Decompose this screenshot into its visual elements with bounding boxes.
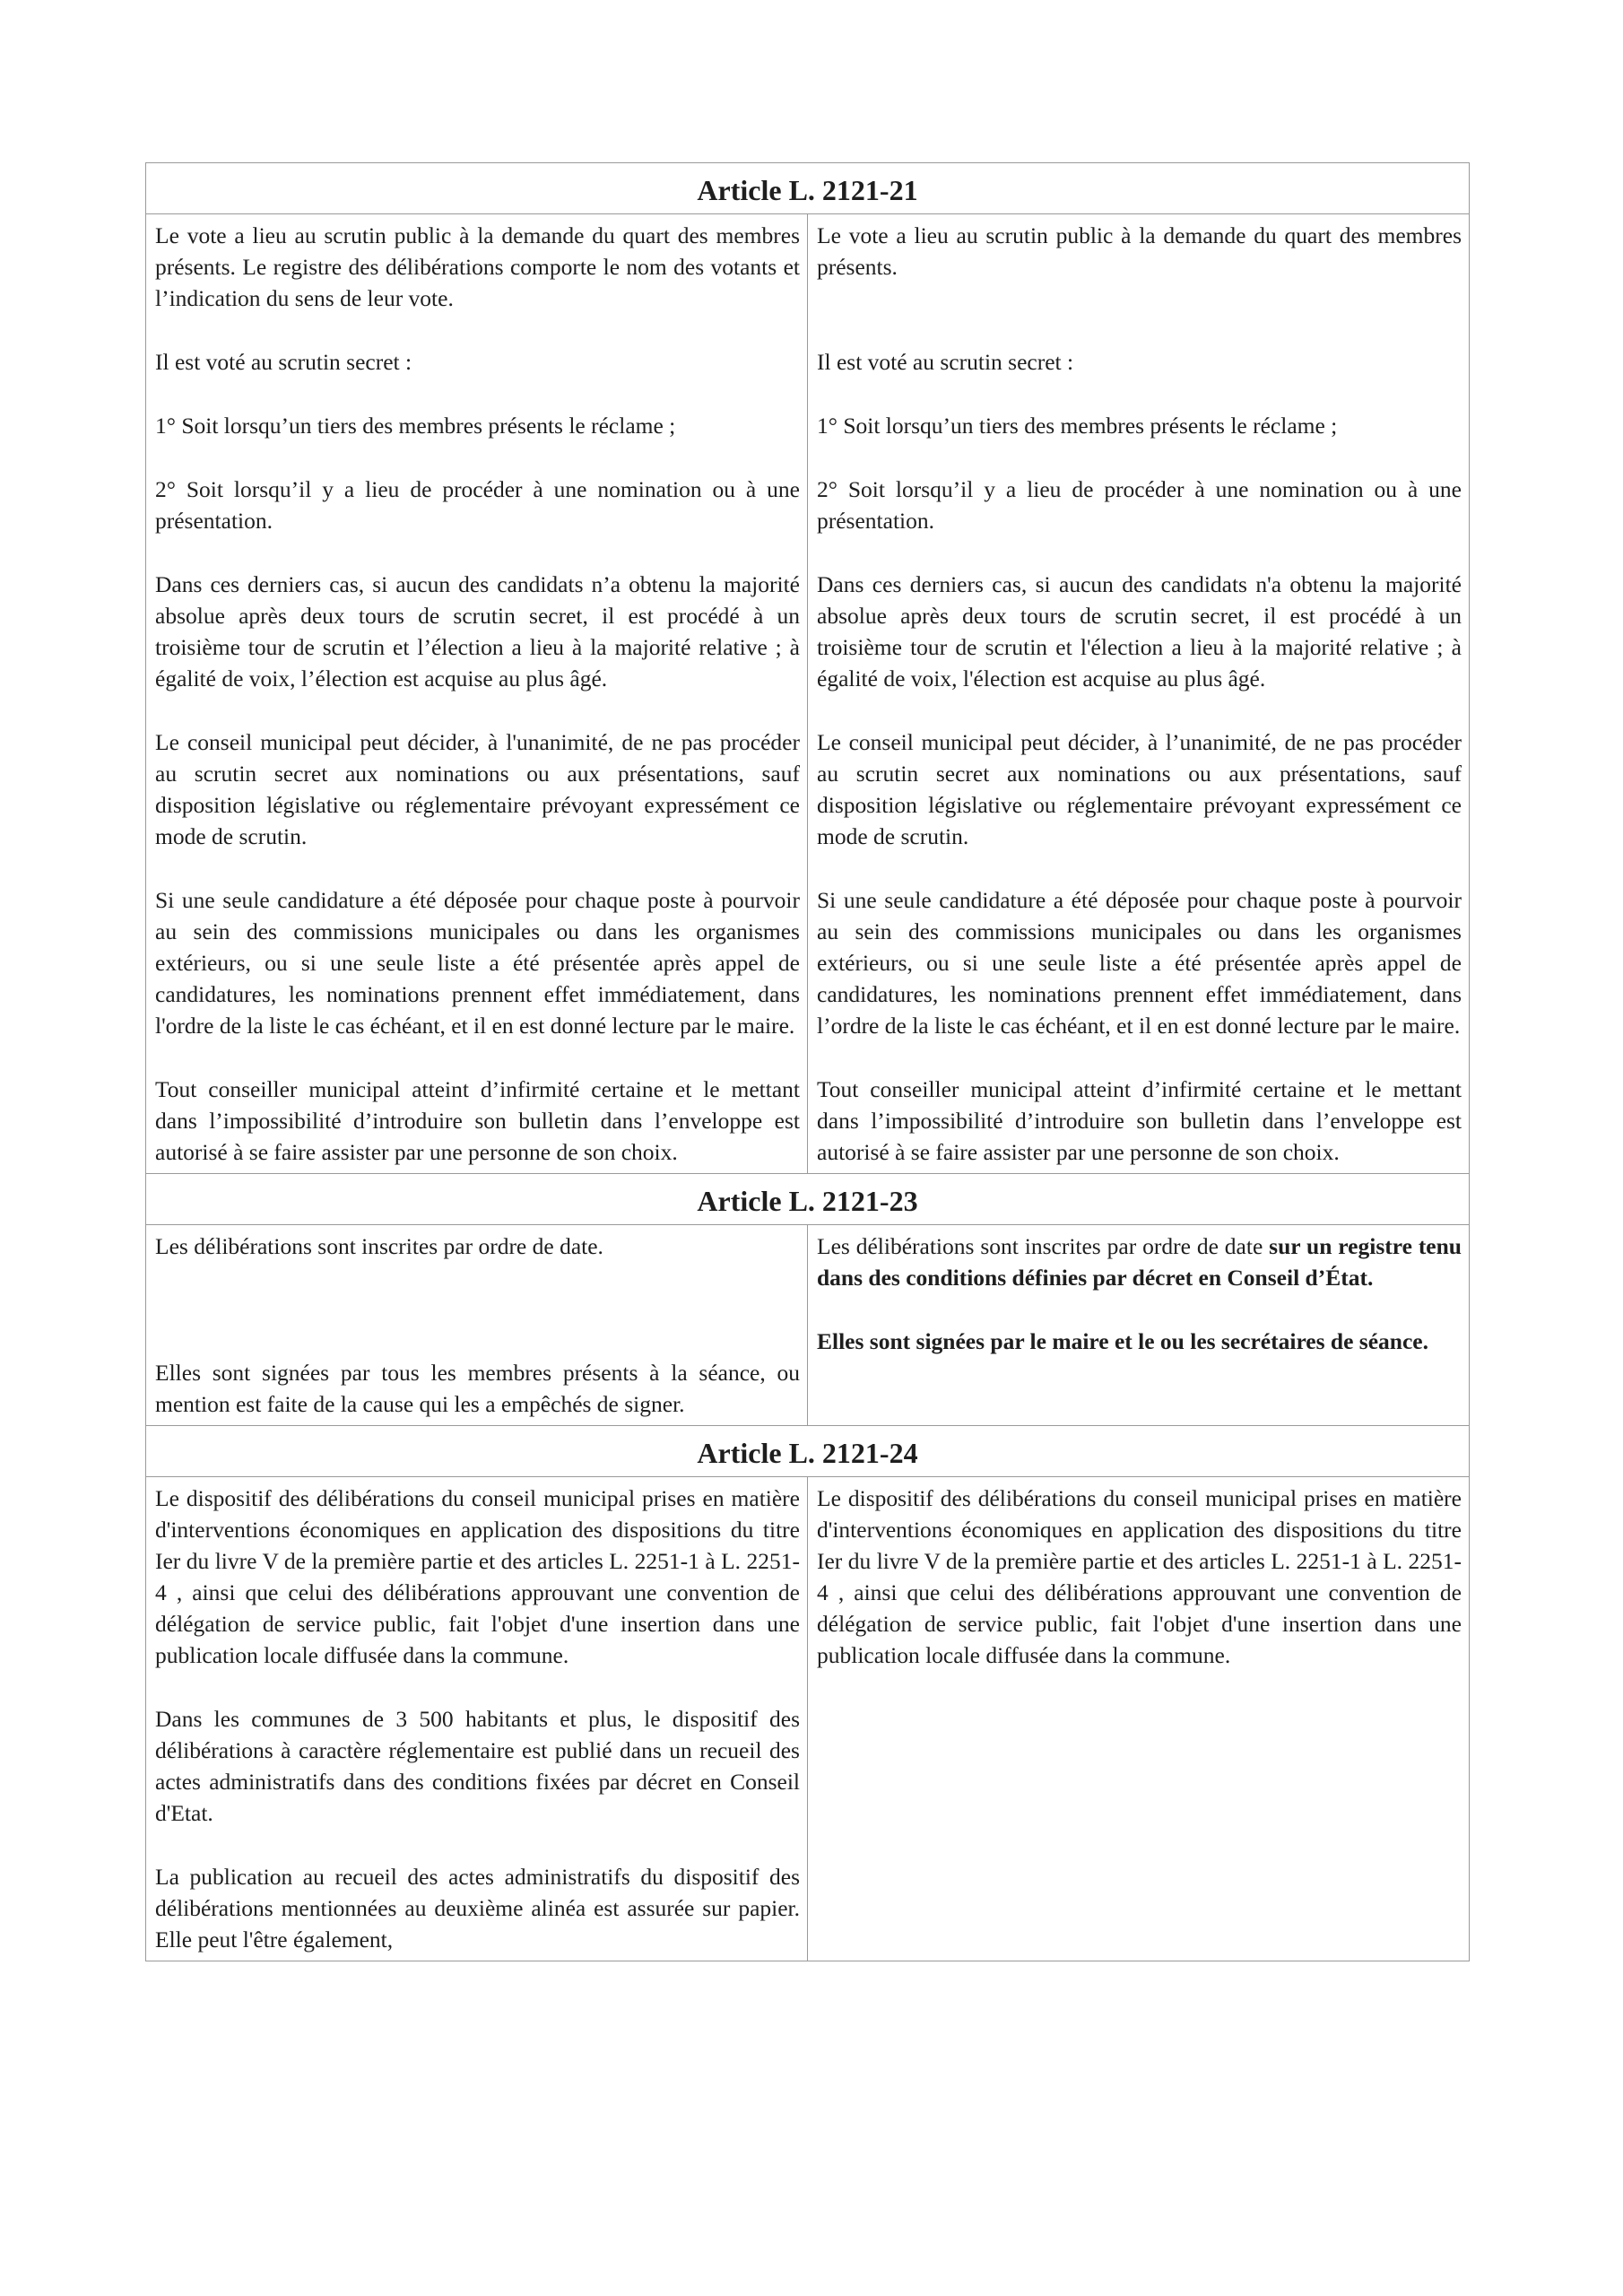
paragraph: La publication au recueil des actes administratifs du dispositif des délibérations mentionnées au deuxième alinéa est assurée sur papier. Elle peut l'être également, xyxy=(155,1864,800,1952)
paragraph: Dans ces derniers cas, si aucun des candidats n’a obtenu la majorité absolue après deux tours de scrutin secret, il est procédé à un troisième tour de scrutin et l’élection a lieu à la majorité relative ; à égalité de voix, l’élection est acquise au plus âgé. xyxy=(155,571,800,691)
paragraph: Si une seule candidature a été déposée pour chaque poste à pourvoir au sein des commissions municipales ou dans les organismes extérieurs, ou si une seule liste a été présentée après appel de candidatures, les nominations prennent effet immédiatement, dans l'ordre de la liste le cas échéant, et il en est donné lecture par le maire. xyxy=(155,887,800,1039)
article-title: Article L. 2121-21 xyxy=(146,163,1470,214)
paragraph: Tout conseiller municipal atteint d’infirmité certaine et le mettant dans l’impossibilité d’introduire son bulletin dans l’enveloppe est autorisé à se faire assister par une personne de son choix. xyxy=(817,1076,1462,1165)
article-body-row xyxy=(146,1477,1470,1961)
article-header-row xyxy=(146,1174,1470,1225)
comparison-table xyxy=(145,162,1470,1961)
article-header-row xyxy=(146,1426,1470,1477)
paragraph: Le conseil municipal peut décider, à l'unanimité, de ne pas procéder au scrutin secret aux nominations ou aux présentations, sauf disposition législative ou réglementaire prévoyant expressément ce mode de scrutin. xyxy=(155,729,800,849)
left-column-cell xyxy=(146,1477,808,1961)
paragraph: Le vote a lieu au scrutin public à la demande du quart des membres présents. Le registre des délibérations comporte le nom des votants et l’indication du sens de leur vote. xyxy=(155,222,800,311)
paragraph: Le dispositif des délibérations du conseil municipal prises en matière d'interventions économiques en application des dispositions du titre Ier du livre V de la première partie et des articles L. 2251-1 à L. 2251-4 , ainsi que celui des délibérations approuvant une convention de délégation de service public, fait l'objet d'une insertion dans une publication locale diffusée dans la commune. xyxy=(155,1485,800,1668)
paragraph: 2° Soit lorsqu’il y a lieu de procéder à une nomination ou à une présentation. xyxy=(817,476,1462,534)
paragraph: Elles sont signées par tous les membres présents à la séance, ou mention est faite de la cause qui les a empêchés de signer. xyxy=(155,1360,800,1417)
plain-text: Les délibérations sont inscrites par ordre de date xyxy=(817,1233,1270,1259)
paragraph: 2° Soit lorsqu’il y a lieu de procéder à une nomination ou à une présentation. xyxy=(155,476,800,534)
paragraph xyxy=(817,1231,1462,1293)
paragraph: Il est voté au scrutin secret : xyxy=(155,349,412,375)
left-column-cell xyxy=(146,1225,808,1426)
article-body-row xyxy=(146,214,1470,1174)
paragraph: Le vote a lieu au scrutin public à la demande du quart des membres présents. xyxy=(817,222,1462,280)
paragraph: Il est voté au scrutin secret : xyxy=(817,349,1074,375)
right-column-cell xyxy=(808,214,1470,1174)
right-column-cell xyxy=(808,1225,1470,1426)
paragraph: 1° Soit lorsqu’un tiers des membres présents le réclame ; xyxy=(817,413,1338,439)
paragraph: Tout conseiller municipal atteint d’infirmité certaine et le mettant dans l’impossibilité d’introduire son bulletin dans l’enveloppe est autorisé à se faire assister par une personne de son choix. xyxy=(155,1076,800,1165)
article-title: Article L. 2121-23 xyxy=(146,1174,1470,1225)
left-column-cell xyxy=(146,214,808,1174)
amended-text: Elles sont signées par le maire et le ou les secrétaires de séance. xyxy=(817,1328,1428,1354)
paragraph: Si une seule candidature a été déposée pour chaque poste à pourvoir au sein des commissions municipales ou dans les organismes extérieurs, ou si une seule liste a été présentée après appel de candidatures, les nominations prennent effet immédiatement, dans l’ordre de la liste le cas échéant, et il en est donné lecture par le maire. xyxy=(817,887,1462,1039)
amended-text: sur un registre tenu dans des conditions définies par décret en Conseil d’État. xyxy=(817,1233,1462,1291)
paragraph: Le conseil municipal peut décider, à l’unanimité, de ne pas procéder au scrutin secret aux nominations ou aux présentations, sauf disposition législative ou réglementaire prévoyant expressément ce mode de scrutin. xyxy=(817,729,1462,849)
paragraph: 1° Soit lorsqu’un tiers des membres présents le réclame ; xyxy=(155,413,676,439)
paragraph: Dans les communes de 3 500 habitants et plus, le dispositif des délibérations à caractère réglementaire est publié dans un recueil des actes administratifs dans des conditions fixées par décret en Conseil d'Etat. xyxy=(155,1706,800,1826)
paragraph: Les délibérations sont inscrites par ordre de date. xyxy=(155,1233,603,1259)
paragraph: Le dispositif des délibérations du conseil municipal prises en matière d'interventions économiques en application des dispositions du titre Ier du livre V de la première partie et des articles L. 2251-1 à L. 2251-4 , ainsi que celui des délibérations approuvant une convention de délégation de service public, fait l'objet d'une insertion dans une publication locale diffusée dans la commune. xyxy=(817,1485,1462,1668)
right-column-cell xyxy=(808,1477,1470,1961)
paragraph xyxy=(817,1326,1462,1357)
article-header-row xyxy=(146,163,1470,214)
paragraph: Dans ces derniers cas, si aucun des candidats n'a obtenu la majorité absolue après deux tours de scrutin secret, il est procédé à un troisième tour de scrutin et l'élection a lieu à la majorité relative ; à égalité de voix, l'élection est acquise au plus âgé. xyxy=(817,571,1462,691)
article-title: Article L. 2121-24 xyxy=(146,1426,1470,1477)
article-body-row xyxy=(146,1225,1470,1426)
